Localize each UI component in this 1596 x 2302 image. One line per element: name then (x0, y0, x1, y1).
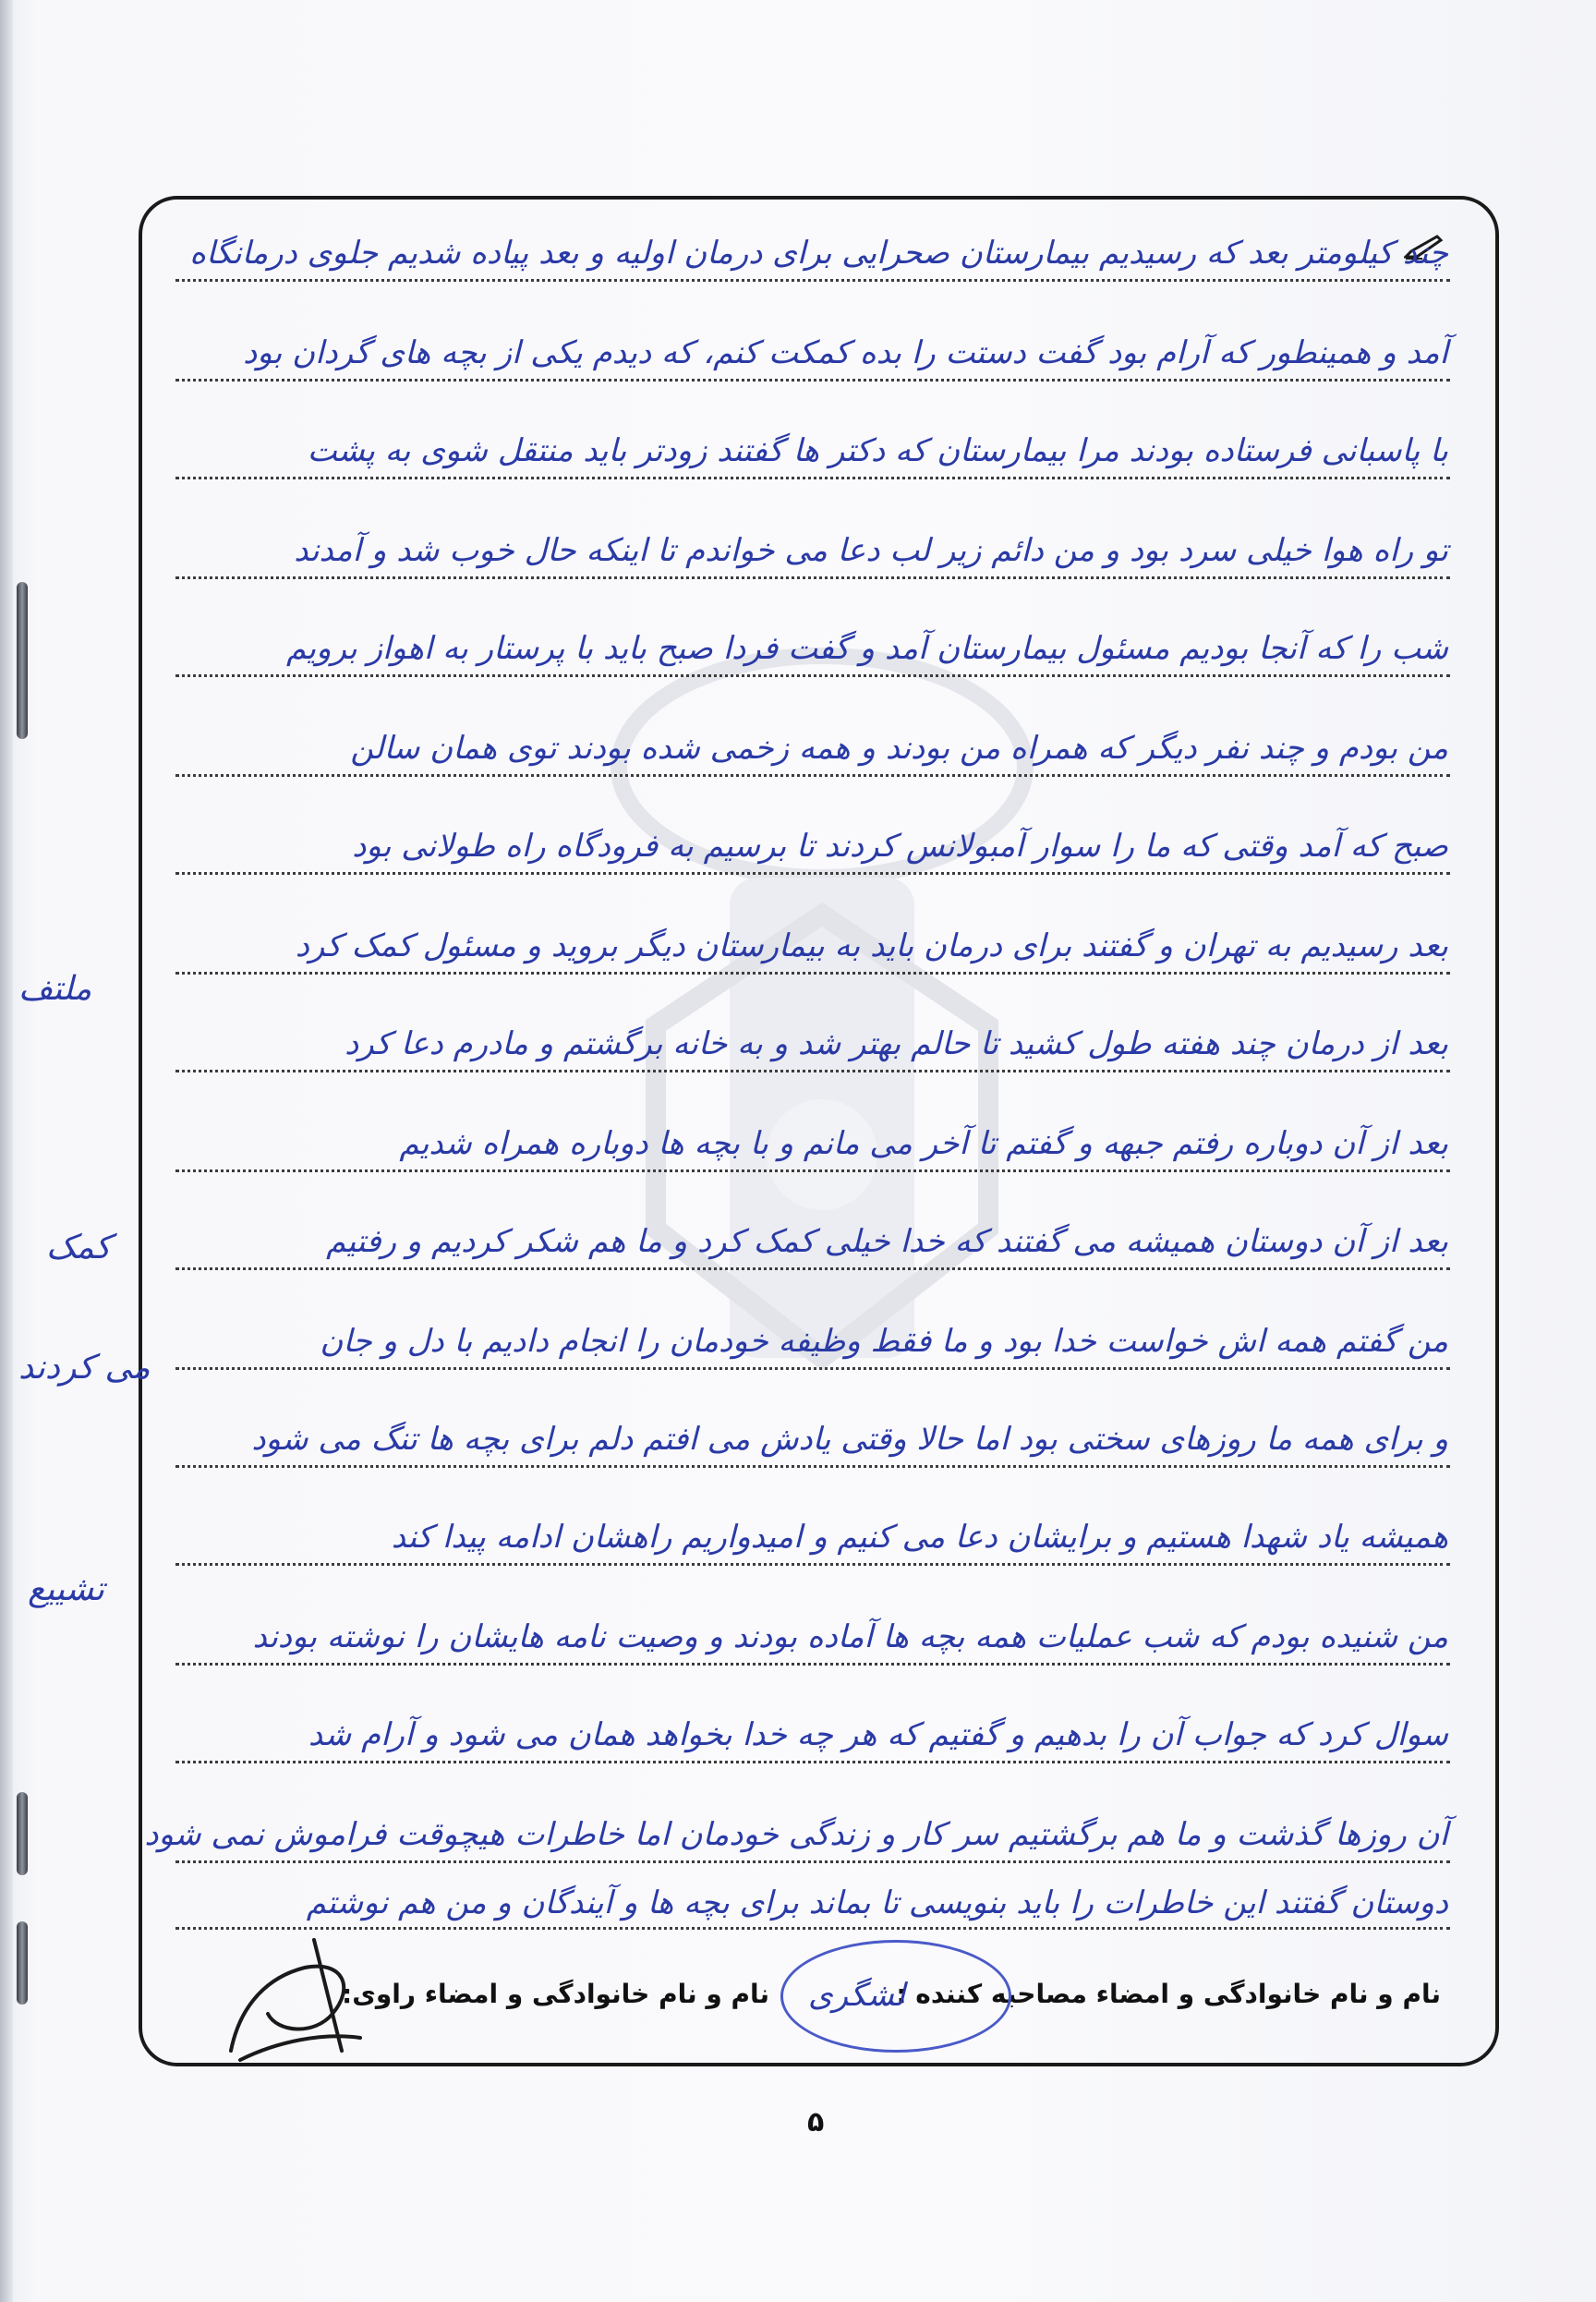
ruled-line (175, 872, 1450, 875)
narrator-signature-label: نام و نام خانوادگی و امضاء راوی: (342, 1979, 770, 2009)
binding-staple-bottom (17, 1921, 28, 2005)
ruled-line (175, 1465, 1450, 1468)
ruled-line (175, 674, 1450, 677)
binding-staple-top (17, 582, 28, 739)
ruled-line (175, 774, 1450, 777)
handwritten-line: بعد از درمان چند هفته طول کشید تا حالم بهتر شد و به خانه برگشتم و مادرم دعا کرد (345, 1025, 1448, 1062)
ruled-line (175, 279, 1450, 282)
handwritten-line: من گفتم همه اش خواست خدا بود و ما فقط وظیفه خودمان را انجام دادیم با دل و جان (320, 1323, 1448, 1360)
margin-note: ملتف (18, 970, 92, 1008)
ruled-line (175, 972, 1450, 975)
handwritten-line: من بودم و چند نفر دیگر که همراه من بودند و همه زخمی شده بودند توی همان سالن (350, 730, 1448, 767)
ruled-line (175, 379, 1450, 382)
handwritten-line: با پاسبانی فرستاده بودند مرا بیمارستان که دکتر ها گفتند زودتر باید منتقل شوی به پشت (307, 432, 1448, 469)
handwritten-line: چند کیلومتر بعد که رسیدیم بیمارستان صحرایی برای درمان اولیه و بعد پیاده شدیم جلوی درمانگاه (189, 235, 1448, 272)
page-edge-shadow (0, 0, 13, 2302)
ruled-line (175, 1663, 1450, 1666)
handwritten-line: همیشه یاد شهدا هستیم و برایشان دعا می کنیم و امیدواریم راهشان ادامه پیدا کند (391, 1519, 1448, 1556)
handwritten-line: صبح که آمد وقتی که ما را سوار آمبولانس کردند تا برسیم به فرودگاه راه طولانی بود (352, 828, 1448, 865)
handwritten-line: و برای همه ما روزهای سختی بود اما حالا وقتی یادش می افتم دلم برای بچه ها تنگ می شود (251, 1421, 1448, 1458)
ruled-line (175, 1761, 1450, 1763)
handwritten-line: بعد از آن دوستان همیشه می گفتند که خدا خیلی کمک کرد و ما هم شکر کردیم و رفتیم (326, 1223, 1448, 1260)
binding-staple-middle (17, 1792, 28, 1875)
ruled-line (175, 1070, 1450, 1072)
handwritten-line: سوال کرد که جواب آن را بدهیم و گفتیم که هر چه خدا بخواهد همان می شود و آرام شد (308, 1716, 1448, 1753)
interviewer-signature-label: نام و نام خانوادگی و امضاء مصاحبه کننده : (896, 1979, 1441, 2009)
ruled-line (175, 1860, 1450, 1863)
margin-note: کمک (46, 1229, 112, 1266)
handwritten-line: دوستان گفتند این خاطرات را باید بنویسی تا بماند برای بچه ها و آیندگان و من هم نوشتم (306, 1884, 1448, 1921)
ruled-line (175, 1267, 1450, 1270)
ruled-line (175, 477, 1450, 479)
margin-note: تشییع (28, 1570, 105, 1608)
ruled-line (175, 576, 1450, 579)
narrator-signature (203, 1921, 379, 2069)
page-number: ۵ (807, 2106, 825, 2138)
interviewer-signature: لشگری (808, 1977, 905, 2014)
ruled-line (175, 1169, 1450, 1172)
handwritten-line: آن روزها گذشت و ما هم برگشتیم سر کار و زندگی خودمان اما خاطرات هیچوقت فراموش نمی شود (144, 1816, 1448, 1853)
handwritten-line: تو راه هوا خیلی سرد بود و من دائم زیر لب دعا می خواندم تا اینکه حال خوب شد و آمدند (294, 532, 1448, 569)
handwritten-line: من شنیده بودم که شب عملیات همه بچه ها آماده بودند و وصیت نامه هایشان را نوشته بودند (252, 1618, 1448, 1655)
ruled-line (175, 1367, 1450, 1370)
margin-note: می کردند (18, 1349, 151, 1387)
handwritten-line: شب را که آنجا بودیم مسئول بیمارستان آمد و گفت فردا صبح باید با پرستار به اهواز برویم (286, 630, 1448, 667)
ruled-line (175, 1563, 1450, 1566)
handwritten-line: بعد از آن دوباره رفتم جبهه و گفتم تا آخر می مانم و با بچه ها دوباره همراه شدیم (399, 1125, 1448, 1162)
handwritten-line: آمد و همینطور که آرام بود گفت دستت را بده کمکت کنم، که دیدم یکی از بچه های گردان بود (243, 334, 1448, 371)
handwritten-line: بعد رسیدیم به تهران و گفتند برای درمان باید به بیمارستان دیگر بروید و مسئول کمک کرد (295, 927, 1448, 964)
